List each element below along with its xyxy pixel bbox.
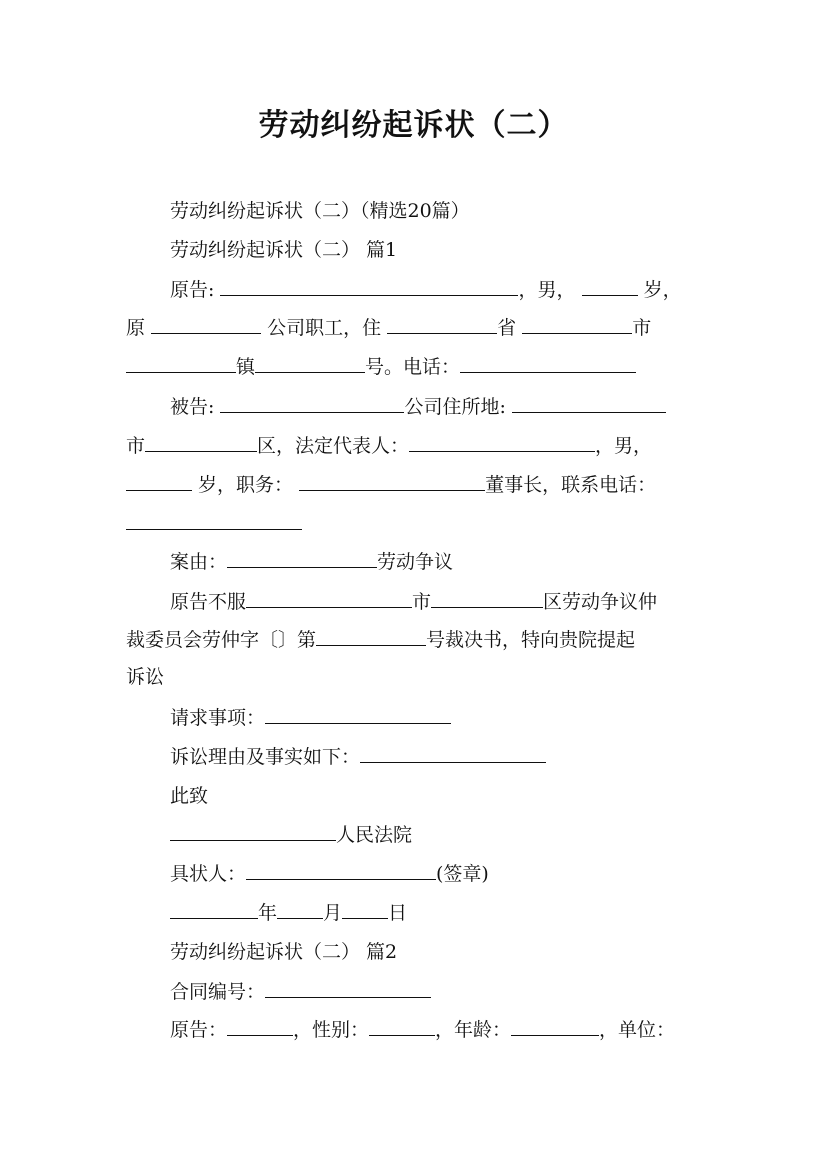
plaintiff-line [170, 277, 682, 303]
labor-dispute-label: 劳动争议 [377, 551, 454, 573]
legal-rep-label: 区，法定代表人： [257, 435, 410, 457]
court-line [170, 822, 412, 848]
plaintiff-gender: ，男， [518, 279, 576, 301]
contract-line [170, 979, 431, 1005]
job-label: 岁，职务： [198, 474, 294, 496]
litigation-line: 诉讼 [126, 666, 165, 688]
p2-plaintiff-label: 原告： [170, 1019, 228, 1041]
arbitration-no-blank [316, 627, 426, 646]
claims-blank [265, 705, 451, 724]
city3-label: 市 [412, 591, 432, 613]
arbitration-line [126, 627, 635, 653]
gender-label: ，性别： [293, 1019, 370, 1041]
cause-blank [227, 549, 377, 568]
month-blank [277, 900, 323, 919]
reasons-line [170, 744, 546, 770]
defendant-phone-line [126, 511, 302, 537]
defendant-age-blank [126, 472, 192, 491]
signer-blank [246, 861, 436, 880]
defendant-line [170, 394, 666, 420]
disagree-city-blank [246, 589, 412, 608]
company-address-label: 公司住所地: [404, 396, 506, 418]
defendant-job-line [126, 472, 656, 498]
p2-plaintiff-blank [227, 1017, 293, 1036]
chairman-phone-label: 董事长，联系电话： [485, 474, 657, 496]
plaintiff-address-line [126, 315, 651, 341]
defendant-phone-blank [126, 511, 302, 530]
ruling-label: 号裁决书，特向贵院提起 [426, 629, 636, 651]
reasons-label: 诉讼理由及事实如下： [170, 746, 361, 768]
intro-line: 劳动纠纷起诉状（二）（精选20篇） [170, 200, 470, 222]
city-label: 市 [632, 317, 652, 339]
city-blank [522, 315, 632, 334]
defendant-gender: ，男， [595, 435, 653, 457]
province-label: 省 [497, 317, 517, 339]
disagree-line [170, 589, 657, 615]
section1-heading: 劳动纠纷起诉状（二） 篇1 [170, 239, 398, 261]
company-staff-label: 公司职工，住 [267, 317, 382, 339]
gender-blank [369, 1017, 435, 1036]
document-title: 劳动纠纷起诉状（二） [258, 108, 569, 143]
disagree-district-blank [431, 589, 543, 608]
salutation-line: 此致 [170, 785, 209, 807]
plaintiff-label: 原告: [170, 279, 215, 301]
defendant-legal-line [126, 433, 652, 459]
plaintiff-age-blank [582, 277, 638, 296]
seal-label: (签章) [436, 863, 489, 885]
disagree-label: 原告不服 [170, 591, 247, 613]
phone-blank [460, 354, 636, 373]
month-label: 月 [323, 902, 343, 924]
town-blank [126, 354, 236, 373]
defendant-label: 被告: [170, 396, 215, 418]
date-line [170, 900, 407, 926]
province-blank [387, 315, 497, 334]
contract-no-blank [265, 979, 431, 998]
contract-no-label: 合同编号： [170, 981, 266, 1003]
arbitration-label: 区劳动争议仲 [543, 591, 658, 613]
legal-rep-blank [409, 433, 595, 452]
plaintiff-age-label: 岁， [643, 279, 682, 301]
number-blank [255, 354, 365, 373]
court-blank [170, 822, 336, 841]
arbitration-no-label: 裁委员会劳仲字〔〕第 [126, 629, 317, 651]
reasons-blank [360, 744, 546, 763]
company-blank [151, 315, 261, 334]
unit-label: ，单位： [599, 1019, 676, 1041]
court-label: 人民法院 [336, 824, 413, 846]
defendant-name-blank [220, 394, 404, 413]
cause-line [170, 549, 453, 575]
section2-heading: 劳动纠纷起诉状（二） 篇2 [170, 941, 398, 963]
district-blank [145, 433, 257, 452]
p2-plaintiff-line [170, 1017, 675, 1043]
age-label: ，年龄： [435, 1019, 512, 1041]
orig-label: 原 [126, 317, 146, 339]
plaintiff-phone-line [126, 354, 636, 380]
job-blank [299, 472, 485, 491]
signer-line [170, 861, 489, 887]
year-blank [170, 900, 258, 919]
town-label: 镇 [236, 356, 256, 378]
day-blank [342, 900, 388, 919]
claims-line [170, 705, 451, 731]
city2-label: 市 [126, 435, 146, 457]
company-address-blank [512, 394, 666, 413]
cause-label: 案由： [170, 551, 228, 573]
year-label: 年 [258, 902, 278, 924]
signer-label: 具状人： [170, 863, 247, 885]
claims-label: 请求事项： [170, 707, 266, 729]
age-blank [511, 1017, 599, 1036]
plaintiff-name-blank [220, 277, 518, 296]
day-label: 日 [388, 902, 408, 924]
phone-label: 号。电话： [365, 356, 461, 378]
